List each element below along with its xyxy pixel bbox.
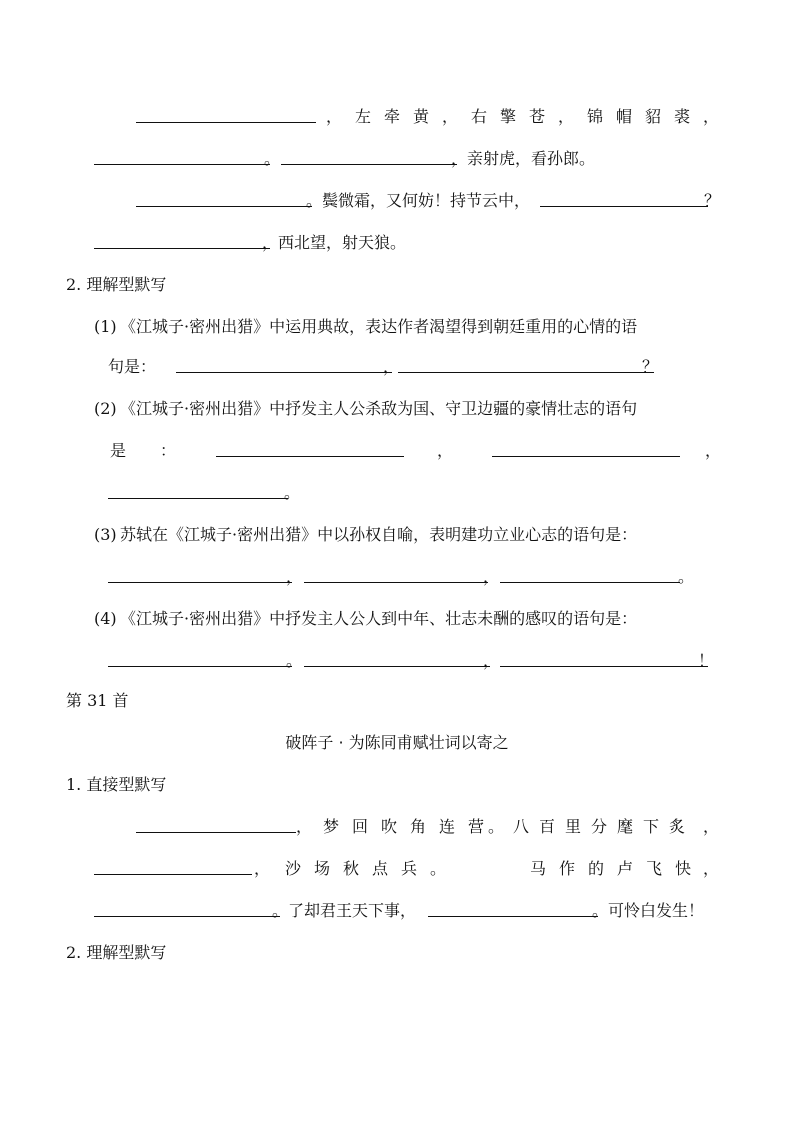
text: 擎 [500,107,517,126]
answer-blank[interactable] [540,190,708,207]
text: 营 [468,817,485,836]
text: 裘 [674,107,691,126]
text: 场 [314,859,331,878]
answer-blank[interactable] [428,900,598,917]
text: 马 [530,859,547,878]
punct: ， [705,441,722,460]
punct: ， [442,107,459,126]
punct: ？ [642,357,659,376]
text: 。鬓微霜，又何妨！持节云中， [306,191,531,210]
punct: ？ [704,191,721,210]
answer-blank[interactable] [94,858,252,875]
answer-blank[interactable] [500,566,680,583]
text: 左 [355,107,372,126]
text: 帽 [616,107,633,126]
text: 苍 [529,107,546,126]
punct: ， [286,567,303,586]
answer-blank[interactable] [136,190,312,207]
punct: ， [483,651,500,670]
punct: 。 [264,149,281,168]
punct: ， [703,859,720,878]
text: 沙 [285,859,302,878]
text: 吹 [381,817,398,836]
text: 连 [439,817,456,836]
punct: ， [326,107,343,126]
text: 麾 [617,817,634,836]
text: 。可怜白发生！ [592,901,705,920]
punct: 。 [678,567,695,586]
punct: ， [703,817,720,836]
question-number: (4) [94,609,117,628]
question-number: (2) [94,399,117,418]
text: 梦 [323,817,340,836]
text: 。了却君王天下事， [272,901,417,920]
punct: ， [703,107,720,126]
text: 作 [559,859,576,878]
answer-blank[interactable] [136,106,316,123]
text: 分 [591,817,608,836]
answer-blank[interactable] [281,148,457,165]
section-heading: 2. 理解型默写 [66,943,167,962]
punct: ： [160,441,177,460]
answer-blank[interactable] [94,900,280,917]
answer-blank[interactable] [136,816,296,833]
text: 回 [352,817,369,836]
text: 八 [513,817,530,836]
answer-blank[interactable] [94,148,270,165]
answer-blank[interactable] [304,650,490,667]
text: 兵 [401,859,418,878]
punct: ， [483,567,500,586]
question-text: 《江城子·密州出猎》中抒发主人公人到中年、壮志未酬的感叹的语句是： [120,609,638,628]
question-text: 《江城子·密州出猎》中抒发主人公杀敌为国、守卫边疆的豪情壮志的语句 [120,399,638,418]
text: 黄 [413,107,430,126]
answer-blank[interactable] [94,232,270,249]
text: 角 [410,817,427,836]
text: 右 [471,107,488,126]
punct: 。 [488,817,505,836]
answer-blank[interactable] [176,356,392,373]
answer-blank[interactable] [304,566,488,583]
question-number: (3) [94,525,117,544]
answer-blank[interactable] [108,566,292,583]
answer-blank[interactable] [492,440,680,457]
question-text: 苏轼在《江城子·密州出猎》中以孙权自喻，表明建功立业心志的语句是： [120,525,638,544]
text: 炙 [669,817,686,836]
answer-blank[interactable] [216,440,404,457]
text: 百 [539,817,556,836]
section-number: 第 31 首 [66,691,129,710]
text: 卢 [617,859,634,878]
answer-blank[interactable] [108,482,288,499]
text: 下 [643,817,660,836]
text: 点 [372,859,389,878]
text: 的 [588,859,605,878]
punct: 。 [286,651,303,670]
text: 里 [565,817,582,836]
punct: ！ [698,651,715,670]
punct: ， [558,107,575,126]
punct: 。 [284,483,301,502]
text: ，亲射虎，看孙郎。 [451,149,596,168]
poem-title: 破阵子 · 为陈同甫赋壮词以寄之 [285,733,509,752]
text: 锦 [587,107,604,126]
section-heading: 1. 直接型默写 [66,775,167,794]
text: 秋 [343,859,360,878]
question-text: 《江城子·密州出猎》中运用典故，表达作者渴望得到朝廷重用的心情的语 [120,317,638,336]
section-heading: 2. 理解型默写 [66,275,167,294]
question-text: 句是： [108,357,157,376]
text: 飞 [646,859,663,878]
text: 貂 [645,107,662,126]
answer-blank[interactable] [398,356,654,373]
punct: ， [296,817,313,836]
punct: ， [254,859,271,878]
punct: ， [383,357,400,376]
text: 快 [675,859,692,878]
answer-blank[interactable] [108,650,292,667]
text: ，西北望，射天狼。 [262,233,407,252]
text: 牵 [384,107,401,126]
punct: 。 [430,859,447,878]
answer-blank[interactable] [500,650,708,667]
punct: ， [437,441,454,460]
question-number: (1) [94,317,117,336]
question-text: 是 [110,441,127,460]
